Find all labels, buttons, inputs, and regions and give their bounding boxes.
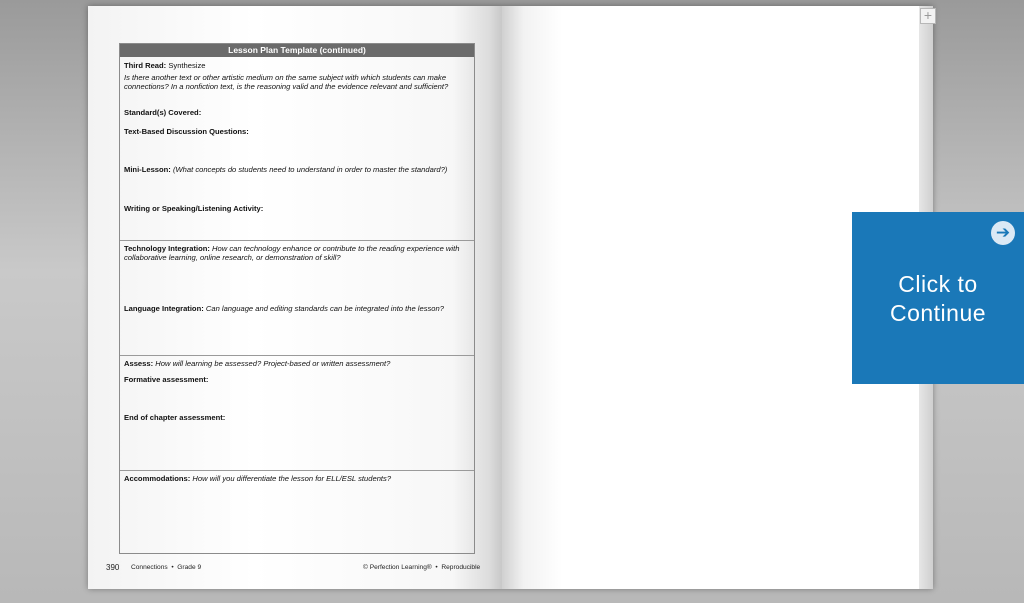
section-accommodations [120, 471, 474, 553]
end-chapter-label: End of chapter assessment: [124, 413, 226, 422]
left-page [88, 6, 502, 589]
formative-label: Formative assessment: [124, 375, 209, 384]
template-header: Lesson Plan Template (continued) [120, 44, 474, 57]
language-label: Language Integration: [124, 304, 204, 313]
click-to-continue-button[interactable] [852, 212, 1024, 384]
arrow-right-circle-icon[interactable]: ➔ [991, 221, 1015, 245]
discussion-label: Text-Based Discussion Questions: [124, 127, 249, 136]
section-third-read [120, 57, 474, 241]
technology-prompt: How can technology enhance or contribute to the reading experience with collaborative learning, online research, or demonstration of skill? [124, 244, 460, 263]
technology-label: Technology Integration: [124, 244, 210, 253]
third-read-value: Synthesize [168, 61, 206, 70]
accommodations-label: Accommodations: [124, 474, 191, 483]
mini-lesson-prompt: (What concepts do students need to understand in order to master the standard?) [172, 165, 448, 174]
footer-copyright: © Perfection Learning® • Reproducible [363, 564, 481, 571]
section-assess [120, 356, 474, 471]
zoom-icon[interactable]: + [920, 8, 936, 24]
third-read-label: Third Read: [124, 61, 167, 70]
assess-label: Assess: [124, 359, 154, 368]
third-read-prompt: Is there another text or other artistic medium on the same subject with which students can make connections? In a nonfiction text, is the reasoning valid and the evidence relevant and sufficient? [124, 73, 449, 92]
assess-prompt: How will learning be assessed? Project-based or written assessment? [155, 359, 391, 368]
book-viewer [88, 6, 933, 589]
accommodations-prompt: How will you differentiate the lesson for ELL/ESL students? [192, 474, 392, 483]
footer-book-info: Connections • Grade 9 [131, 564, 202, 571]
standards-label: Standard(s) Covered: [124, 108, 202, 117]
page-number: 390 [106, 563, 120, 572]
mini-lesson-label: Mini-Lesson: [124, 165, 171, 174]
section-technology [120, 241, 474, 356]
lesson-plan-template [119, 43, 475, 554]
language-prompt: Can language and editing standards can be integrated into the lesson? [205, 304, 444, 313]
writing-label: Writing or Speaking/Listening Activity: [124, 204, 264, 213]
click-to-continue-label: Click to Continue [889, 271, 987, 326]
